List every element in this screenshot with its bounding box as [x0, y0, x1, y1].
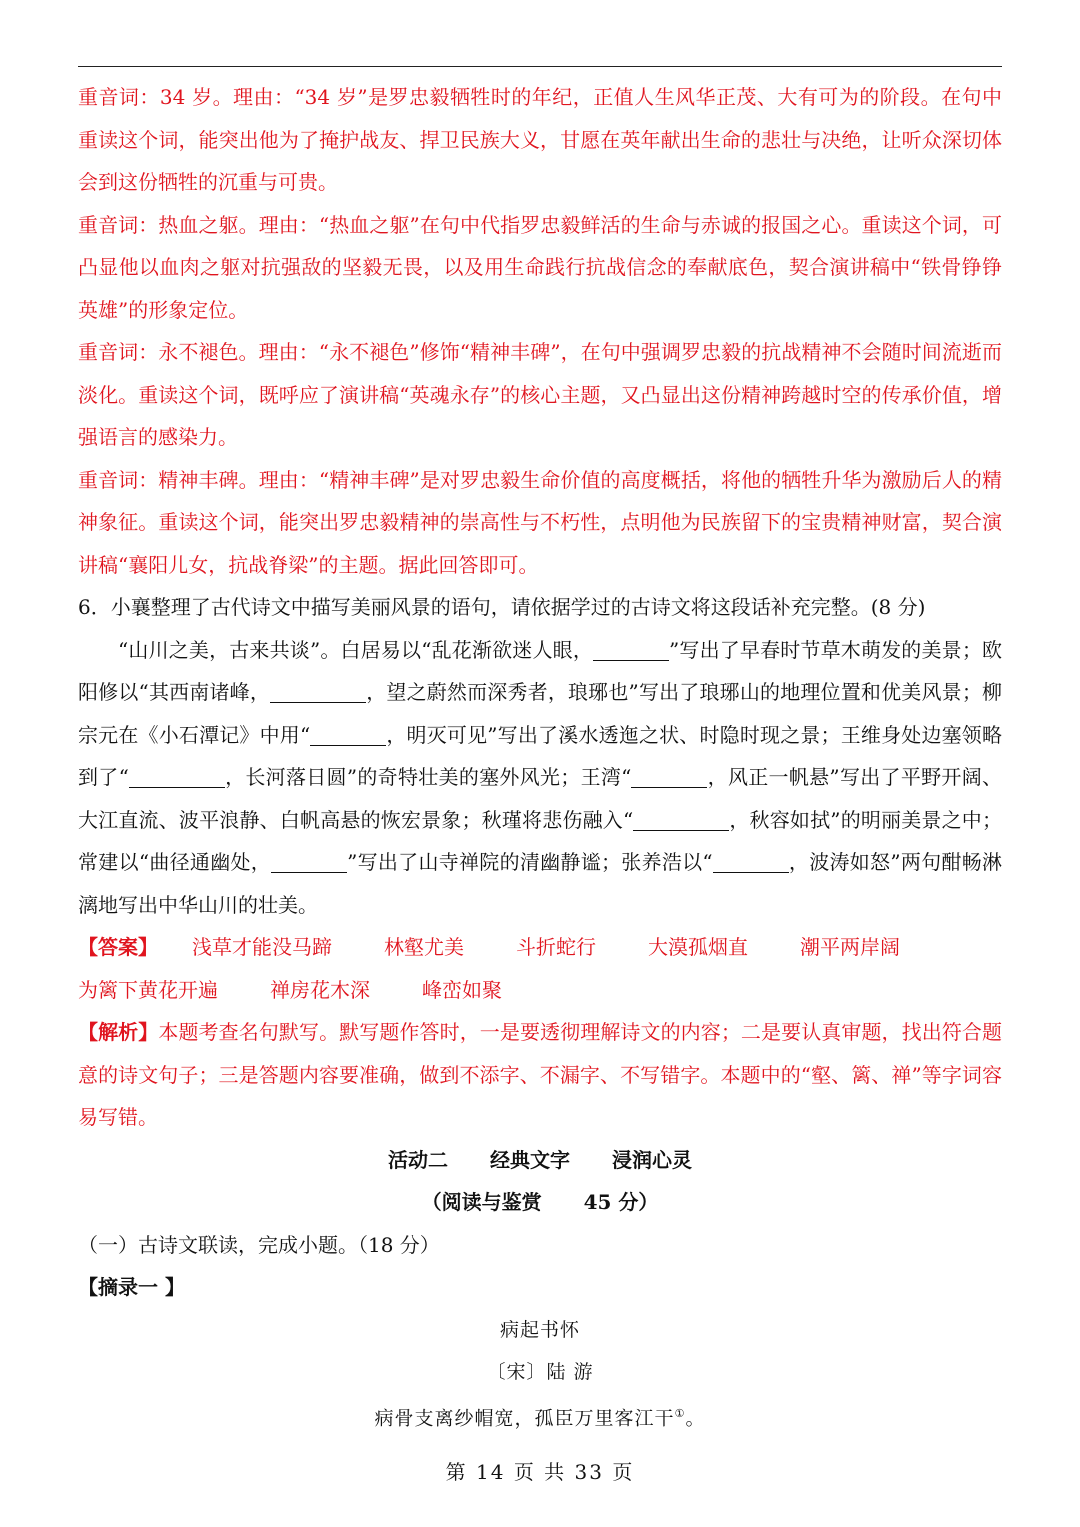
answer-item: 大漠孤烟直: [648, 935, 748, 959]
answer-item: 潮平两岸阔: [800, 935, 900, 959]
explanation-block: [78, 1011, 1002, 1139]
fill-blank: [271, 850, 347, 873]
passage-segment: “山川之美，古来共谈”。白居易以“乱花渐欲迷人眼，: [118, 637, 593, 662]
passage-segment: ，明灭可见”写出了溪水透迤之状、时隐时现之景；王维身处边塞领略到了“: [78, 722, 1002, 789]
passage-segment: ”写出了山寺禅院的清幽静谧；张养浩以“: [347, 850, 713, 874]
page-content: [78, 76, 1002, 1439]
poem-title: 病起书怀: [499, 1318, 580, 1341]
analysis-paragraph-3: 重音词：永不褪色。理由：“永不褪色”修饰“精神丰碑”，在句中强调罗忠毅的抗战精神不会随时间流逝而淡化。重读这个词，既呼应了演讲稿“英魂永存”的核心主题，又凸显出这份精神跨越时空的传承价值，增强语言的感染力。: [78, 340, 1002, 449]
section-heading: （一）古诗文联读，完成小题。（18 分）: [78, 1232, 440, 1257]
explanation-label: 【解析】: [78, 1020, 159, 1044]
passage-segment: ，秋容如拭”的明丽美景之中；常建以“曲径通幽处，: [78, 807, 1002, 874]
passage-segment: ，望之蔚然而深秀者，琅琊也”写出了琅琊山的地理位置和优美风景；柳宗元在《小石潭记》中用“: [78, 680, 1002, 747]
answer-block: [78, 926, 1002, 1011]
answer-item: 峰峦如聚: [422, 977, 502, 1002]
answer-item: 斗折蛇行: [516, 935, 596, 959]
page-footer: 第 14 页 共 33 页: [445, 1460, 635, 1484]
fill-blank: [593, 638, 669, 661]
answer-item: 浅草才能没马蹄: [192, 935, 332, 959]
analysis-paragraph-4: 重音词：精神丰碑。理由：“精神丰碑”是对罗忠毅生命价值的高度概括，将他的牺牲升华为激励后人的精神象征。重读这个词，能突出罗忠毅精神的崇高性与不朽性，点明他为民族留下的宝贵精神财富，契合演讲稿“襄阳儿女，抗战脊梁”的主题。据此回答即可。: [78, 467, 1002, 577]
answer-label: 【答案】: [78, 935, 158, 959]
footnote-marker: ①: [674, 1406, 686, 1420]
fill-blank: [310, 723, 386, 746]
analysis-paragraph-1: 重音词：34 岁。理由：“34 岁”是罗忠毅牺牲时的年纪，正值人生风华正茂、大有可为的阶段。在句中重读这个词，能突出他为了掩护战友、捍卫民族大义，甘愿在英年献出生命的悲壮与决绝，让听众深切体会到这份牺牲的沉重与可贵。: [78, 85, 1002, 194]
answer-item: 为篱下黄花开遍: [78, 977, 218, 1002]
question-6-passage: [78, 629, 1002, 927]
passage-segment: ，长河落日圆”的奇特壮美的塞外风光；王湾“: [224, 765, 632, 789]
excerpt-label: 【摘录一 】: [78, 1275, 185, 1299]
activity-title: 活动二 经典文字 浸润心灵: [388, 1147, 692, 1172]
question-6-stem: 6．小襄整理了古代诗文中描写美丽风景的语句，请依据学过的古诗文将这段话补充完整。(8 分): [78, 595, 926, 619]
poem-author: 〔宋〕陆 游: [486, 1360, 594, 1383]
fill-blank: [270, 680, 366, 703]
answer-item: 林壑尤美: [384, 935, 464, 959]
fill-blank: [631, 765, 707, 788]
analysis-paragraph-2: 重音词：热血之躯。理由：“热血之躯”在句中代指罗忠毅鲜活的生命与赤诚的报国之心。重读这个词，可凸显他以血肉之躯对抗强敌的坚毅无畏，以及用生命践行抗战信念的奉献底色，契合演讲稿中“铁骨铮铮英雄”的形象定位。: [78, 212, 1002, 322]
explanation-text: 本题考查名句默写。默写题作答时，一是要透彻理解诗文的内容；二是要认真审题，找出符合题意的诗文句子；三是答题内容要准确，做到不添字、不漏字、不写错字。本题中的“壑、篱、禅”等字词容易写错。: [78, 1020, 1003, 1129]
answer-item: 禅房花木深: [270, 977, 370, 1002]
activity-subtitle: （阅读与鉴赏 45 分）: [421, 1190, 659, 1214]
passage-segment: ，风正一帆悬”写出了平野开阔、大江直流、波平浪静、白帆高悬的恢宏景象；秋瑾将悲伤融入“: [78, 765, 1002, 832]
fill-blank: [713, 850, 789, 873]
fill-blank: [633, 808, 729, 831]
fill-blank: [129, 765, 225, 788]
header-rule: [78, 66, 1002, 67]
passage-segment: ，波涛如怒”两句酣畅淋漓地写出中华山川的壮美。: [78, 850, 1002, 917]
passage-segment: ”写出了早春时节草木萌发的美景；欧阳修以“其西南诸峰，: [78, 637, 1002, 704]
poem-line: 病骨支离纱帽宽，孤臣万里客江干①。: [374, 1406, 706, 1429]
